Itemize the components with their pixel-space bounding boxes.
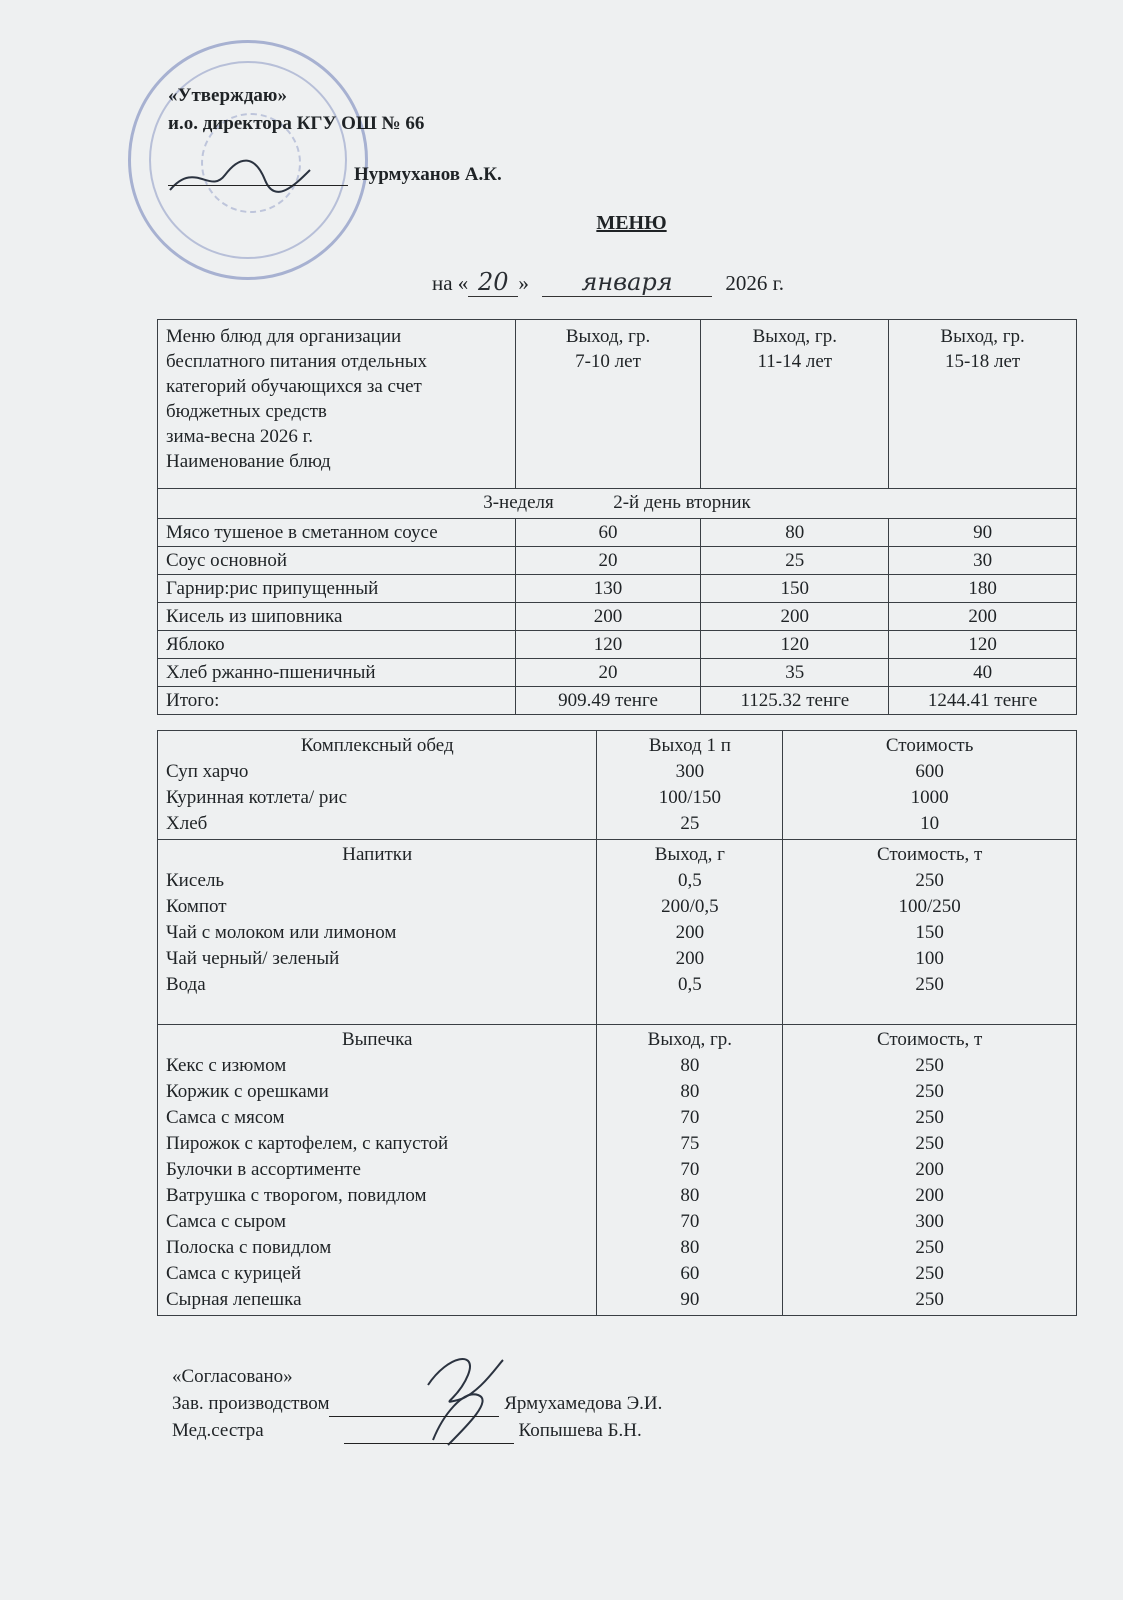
item-name: Самса с мясом: [166, 1107, 285, 1128]
role-nurse: Мед.сестра: [172, 1420, 264, 1441]
date-day: 20: [468, 268, 518, 297]
item-output: 100/150: [658, 787, 722, 808]
header-col-7-10: [515, 320, 701, 489]
lunch-outputs: [597, 731, 783, 840]
total-7-10: 909.49 тенге: [515, 687, 701, 715]
item-name: Чай с молоком или лимоном: [166, 922, 397, 943]
buffet-table: [157, 730, 1077, 1316]
menu-table: [157, 319, 1077, 715]
section-title: Комплексный обед: [300, 735, 454, 756]
header-col-15-18: [889, 320, 1077, 489]
production-head-line: [172, 1390, 662, 1417]
portion-15-18: 200: [889, 603, 1077, 631]
item-name: Полоска с повидлом: [166, 1237, 332, 1258]
portion-7-10: 20: [515, 659, 701, 687]
col-age: 7-10 лет: [575, 351, 641, 372]
item-name: Суп харчо: [166, 761, 249, 782]
week-label: 3-неделя: [483, 492, 554, 513]
item-name: Чай черный/ зеленый: [166, 948, 340, 969]
lunch-section: [158, 731, 1077, 840]
approval-heading: «Утверждаю»: [168, 85, 287, 106]
col-title: Выход, г: [654, 844, 725, 865]
col-age: 15-18 лет: [944, 351, 1021, 372]
desc-line: бесплатного питания отдельных: [166, 351, 427, 372]
dish-name: Мясо тушеное в сметанном соусе: [158, 519, 516, 547]
week-day-row: [158, 489, 1077, 519]
desc-line: Наименование блюд: [166, 451, 331, 472]
approval-block: [168, 82, 424, 138]
item-output: 70: [680, 1159, 700, 1180]
item-output: 75: [680, 1133, 700, 1154]
menu-table-header: [158, 320, 1077, 489]
portion-15-18: 90: [889, 519, 1077, 547]
person-production-head: Ярмухамедова Э.И.: [504, 1393, 663, 1414]
item-output: 200/0,5: [661, 896, 719, 917]
item-name: Компот: [166, 896, 227, 917]
item-output: 300: [675, 761, 705, 782]
signature-line: [344, 1443, 514, 1444]
item-output: 80: [680, 1055, 700, 1076]
item-output: 60: [680, 1263, 700, 1284]
col-title: Выход, гр.: [940, 326, 1025, 347]
item-output: 80: [680, 1185, 700, 1206]
bakery-section: [158, 1025, 1077, 1316]
table-row: [158, 603, 1077, 631]
date-month: января: [542, 268, 712, 297]
item-name: Кисель: [166, 870, 225, 891]
item-output: 0,5: [678, 974, 702, 995]
dish-name: Яблоко: [158, 631, 516, 659]
portion-7-10: 20: [515, 547, 701, 575]
portion-7-10: 130: [515, 575, 701, 603]
item-output: 70: [680, 1211, 700, 1232]
total-row: [158, 687, 1077, 715]
lunch-names: [158, 731, 597, 840]
desc-line: зима-весна 2026 г.: [166, 426, 314, 447]
item-output: 25: [680, 813, 700, 834]
col-title: Выход 1 п: [648, 735, 731, 756]
item-output: 200: [675, 948, 705, 969]
dish-name: Хлеб ржанно-пшеничный: [158, 659, 516, 687]
drinks-names: [158, 840, 597, 1025]
item-price: 250: [915, 1081, 944, 1102]
date-line: [432, 268, 784, 297]
item-name: Коржик с орешками: [166, 1081, 329, 1102]
drinks-outputs: [597, 840, 783, 1025]
day-label: 2-й день вторник: [613, 492, 751, 513]
date-prefix: на «: [432, 271, 469, 295]
bakery-outputs: [597, 1025, 783, 1316]
dish-name: Гарнир:рис припущенный: [158, 575, 516, 603]
total-11-14: 1125.32 тенге: [701, 687, 889, 715]
item-price: 100: [915, 948, 944, 969]
desc-line: категорий обучающихся за счет: [166, 376, 422, 397]
col-title: Выход, гр.: [752, 326, 837, 347]
lunch-prices: [783, 731, 1077, 840]
bakery-names: [158, 1025, 597, 1316]
person-nurse: Копышева Б.Н.: [518, 1420, 642, 1441]
item-name: Вода: [166, 974, 206, 995]
date-sep: »: [518, 271, 529, 295]
item-price: 600: [915, 761, 944, 782]
date-year: 2026 г.: [725, 271, 785, 295]
total-15-18: 1244.41 тенге: [889, 687, 1077, 715]
section-title: Напитки: [342, 844, 413, 865]
item-name: Самса с курицей: [166, 1263, 302, 1284]
item-name: Хлеб: [166, 813, 208, 834]
col-age: 11-14 лет: [757, 351, 833, 372]
table-row: [158, 659, 1077, 687]
item-price: 250: [915, 1289, 944, 1310]
item-name: Самса с сыром: [166, 1211, 287, 1232]
desc-line: бюджетных средств: [166, 401, 327, 422]
item-price: 10: [920, 813, 940, 834]
bakery-prices: [783, 1025, 1077, 1316]
director-line: [168, 164, 502, 186]
page-title: [0, 212, 1123, 235]
col-title: Выход, гр.: [565, 326, 651, 347]
portion-15-18: 120: [889, 631, 1077, 659]
role-production-head: Зав. производством: [172, 1393, 330, 1414]
dish-name: Соус основной: [158, 547, 516, 575]
item-output: 80: [680, 1081, 700, 1102]
header-description: [158, 320, 516, 489]
portion-11-14: 120: [701, 631, 889, 659]
total-label: Итого:: [158, 687, 516, 715]
item-price: 250: [915, 1055, 944, 1076]
item-name: Сырная лепешка: [166, 1289, 302, 1310]
item-name: Булочки в ассортименте: [166, 1159, 361, 1180]
table-row: [158, 547, 1077, 575]
drinks-prices: [783, 840, 1077, 1025]
portion-11-14: 200: [701, 603, 889, 631]
director-name: Нурмуханов А.К.: [354, 164, 502, 185]
item-price: 250: [915, 870, 944, 891]
approval-position: и.о. директора КГУ ОШ № 66: [168, 113, 425, 134]
item-name: Кекс с изюмом: [166, 1055, 287, 1076]
header-col-11-14: [701, 320, 889, 489]
table-row: [158, 631, 1077, 659]
item-price: 250: [915, 1237, 944, 1258]
portion-15-18: 180: [889, 575, 1077, 603]
item-price: 300: [915, 1211, 944, 1232]
week-day-cell: [158, 489, 1077, 519]
item-price: 1000: [910, 787, 949, 808]
title-text: МЕНЮ: [596, 212, 667, 234]
portion-15-18: 30: [889, 547, 1077, 575]
item-price: 150: [915, 922, 944, 943]
desc-line: Меню блюд для организации: [166, 326, 402, 347]
item-name: Пирожок с картофелем, с капустой: [166, 1133, 449, 1154]
signature-line: [168, 185, 348, 186]
item-price: 250: [915, 1133, 944, 1154]
table-row: [158, 575, 1077, 603]
item-price: 250: [915, 974, 944, 995]
portion-11-14: 80: [701, 519, 889, 547]
item-name: Куринная котлета/ рис: [166, 787, 348, 808]
item-price: 200: [915, 1185, 944, 1206]
item-output: 70: [680, 1107, 700, 1128]
portion-15-18: 40: [889, 659, 1077, 687]
item-price: 250: [915, 1107, 944, 1128]
item-output: 90: [680, 1289, 700, 1310]
portion-11-14: 150: [701, 575, 889, 603]
col-title: Стоимость, т: [876, 1029, 983, 1050]
portion-11-14: 25: [701, 547, 889, 575]
agreed-heading: «Согласовано»: [172, 1366, 293, 1387]
section-title: Выпечка: [341, 1029, 413, 1050]
portion-7-10: 60: [515, 519, 701, 547]
nurse-line: [172, 1417, 662, 1444]
agreement-block: [172, 1363, 662, 1444]
item-price: 100/250: [898, 896, 961, 917]
drinks-section: [158, 840, 1077, 1025]
portion-11-14: 35: [701, 659, 889, 687]
item-output: 80: [680, 1237, 700, 1258]
portion-7-10: 200: [515, 603, 701, 631]
item-price: 250: [915, 1263, 944, 1284]
item-name: Ватрушка с творогом, повидлом: [166, 1185, 427, 1206]
item-price: 200: [915, 1159, 944, 1180]
col-title: Стоимость, т: [876, 844, 983, 865]
portion-7-10: 120: [515, 631, 701, 659]
dish-name: Кисель из шиповника: [158, 603, 516, 631]
item-output: 200: [675, 922, 705, 943]
item-output: 0,5: [678, 870, 702, 891]
col-title: Выход, гр.: [647, 1029, 733, 1050]
col-title: Стоимость: [885, 735, 974, 756]
table-row: [158, 519, 1077, 547]
